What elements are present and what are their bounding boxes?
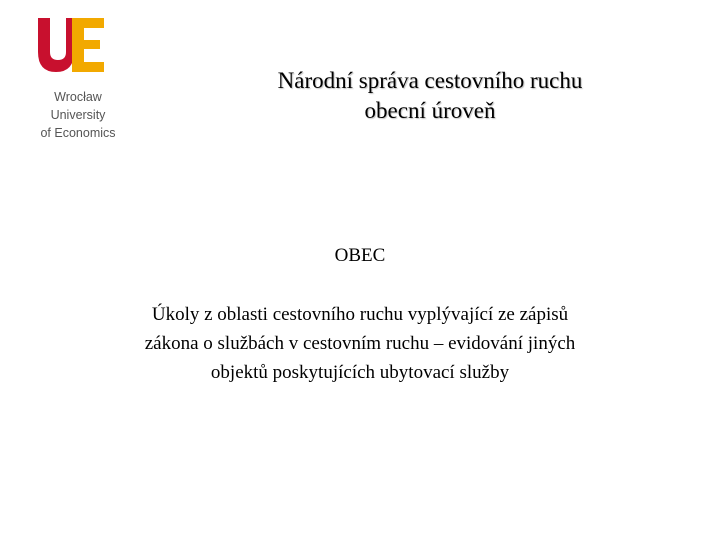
university-logo	[28, 16, 128, 146]
title-line-2: obecní úroveň	[364, 98, 496, 123]
ue-logo-mark	[36, 16, 106, 74]
logo-letter-e	[72, 18, 104, 72]
section-heading: OBEC	[334, 245, 386, 266]
slide-title	[210, 66, 650, 126]
logo-line-city: Wrocław	[54, 90, 102, 104]
logo-wordmark	[28, 88, 128, 142]
logo-letter-u	[38, 18, 74, 72]
body-line-3: objektů poskytujících ubytovací služby	[210, 362, 510, 383]
body-line-2: zákona o službách v cestovním ruchu – evidování jiných	[144, 333, 576, 354]
logo-line-economics: of Economics	[40, 126, 116, 140]
title-line-1: Národní správa cestovního ruchu	[277, 68, 583, 93]
body-paragraph	[60, 300, 660, 387]
logo-line-university: University	[50, 108, 106, 122]
body-line-1: Úkoly z oblasti cestovního ruchu vyplývající ze zápisů	[151, 304, 569, 325]
